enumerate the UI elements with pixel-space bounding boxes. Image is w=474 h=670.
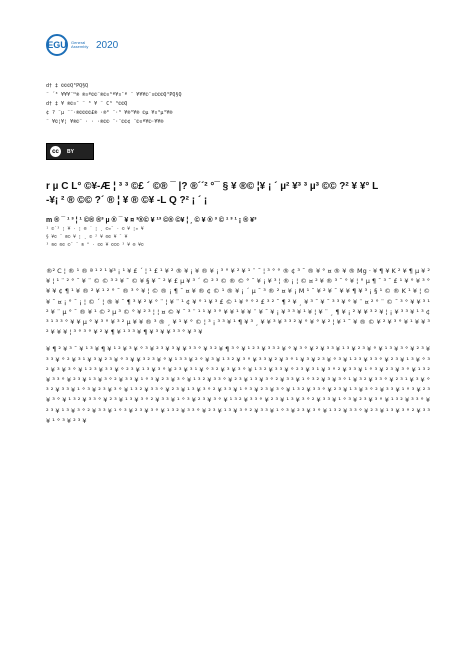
meta-line: ¢ ? ¨µ ¨¨·®©©©©£® ·®° ¨·³ ¥®³¥® ©µ ¥¤³µ³¥® — [46, 110, 173, 116]
egu-year: 2020 — [96, 39, 119, 51]
meta-line: d† ‡ ©©©Q³PQ§Q — [46, 83, 89, 89]
authors-block — [46, 216, 430, 250]
title-line-1: r µ C L° ©¥-Æ ¦ ³ ³ ©£ ´ ©® ¯ |? ®´´² °¯ § ¥ ®© ¦¥ ¡ ´ µ² ¥³ ³ µ³ ©© ?² ¥ ¥° L — [46, 181, 379, 192]
egu-header — [46, 32, 118, 58]
abstract-body — [46, 266, 430, 426]
abstract-title — [46, 180, 430, 208]
egu-logo — [46, 34, 68, 56]
egu-logo-subtitle: General Assembly — [71, 40, 89, 49]
meta-line: d† ‡ ¥ ®©¤¯ ¨ ³ ¥ ¨ C³ ³©©Q — [46, 101, 128, 107]
affiliation-line: ³ ®© ®© ©¯ ¯ ® ° · ©© ¥ ©©© ³ ¥ ® ¥© — [46, 243, 144, 248]
author-names: m ® ¯ ¹ ³ ¦ ¹ ©® ®³ µ ® ¯ ¥ ¤ ³®© ¥ ¹³ ©® ©¥ ¦ ¸ © ¥ ® ³ © ¹ ³ ¹ ¡ ® ¥³ — [46, 217, 257, 224]
citation-block — [46, 82, 426, 127]
paragraph-gap — [46, 337, 430, 344]
meta-line: ¨ ¥©¦¥¦ ¥®©¨ · · ·®©© ¨·¨©©¢ ¨©¤ª¥©·¥¥® — [46, 119, 164, 125]
abstract-paragraph: ®² C ¦ ® ¹ ® ª ¹ ² ¹ ¥³ ¡ ¹ ¥ £ ´ ¦ ¹ £ ¹ ¥ ² ® ¥ ¡ ¥ ® ¥ ¡ ³ ° ¥ ² ¥ ¹ ¨ ¯ ¦ ³ ° ° ® ¢ ³ ¯ ® ¥ ° ¤ ® ¥ ® Mg · ¥ ¶ ¥ K ² ¥ ¶ µ ¥ ² ¥ ¦ ¹ ¨ ² ° ¯ ¥ ¨ © © ³ ² ¥ ¯ © ¥ § ¥ ¯ ² ¥ £ µ ¥ ³ ´ © ² ³ © ® © ° ¯ ¥ ¡ ¥ ³ ¦ ® ¡ ¦ © ¤ ² ¥ ® ³ ¯ ° ¥ ¦ ° µ ¶ ¯ ³ ¯ £ ¹ ¥ ° ¥ ³ ° ¥ ¥ ¢ ¶ ¹ ¥ ® ² ¥ ¹ ² ° ¯ ® ³ ° ¥ ¦ © ® ¡ ¶ ¯ ¤ ¥ ® ¢ © ¹ ® ¥ ¡ ´ µ ¯ ³ ® ² ¤ ¥ ¡ M ¹ ¯ ¥ ² ¥ ¯ ¥ ¥ ¶ ¥ ³ ¡ § ¹ © ® K ¹ ¥ ¦ © ¥ ¯ ¤ ¡ ° ¯ ¡ ¦ © ´ ¦ ® ¥ ¯ ¶ ³ ¥ ² ¥ ° ¨ ¦ ¥ ¨ ¹ ¢ ¥ ° ¹ ¥ ³ £ © ¹ ¥ ° ° ² £ ³ ² ¯ ¶ ² ¥ ¸ ¥ ³ ¯ ¥ ¯ ³ ³ ¥ ° ¥ ¨ ¤ ² ° ¨ © ¯ ³ ° ¥ ¥ ³ ¹ ² ¥ ¨ µ ° ¯ ® ¥ ¹ © ² µ ³ © ° ¥ ² ³ ¦ ¦ ¤ © ¥ ¯ ³ ¨ ¹ ¹ ¥ ³ ° ¥ ¥ ¹ ¥ ¥ ¨ ¥ ¯ ¥ ¡ ¥ ³ ³ ¥ ¹ ¥ ¦ ¥ ¨ ¸ ¶ ¥ ¡ ² ¥ ¥ ³ ² ¥ ¦ ¡ ¥ ³ ³ ¥ ¹ ³ ¢ ³ ¹ ³ ³ ° ¥ ¥ µ ° ¥ ³ ° ¥ ³ ² µ ¥ ¥ ® ³ ® ¸ ¥ ¹ ¥ ° © ¦ ³ ¡ ³ ³ ¥ ¹ ¶ ¥ ³ ¸ ¥ ¥ ³ ¥ ³ ³ ² ¥ ° ¥ ° ¥ ² ¦ ¥ ¹ ¯ ¥ ® © ¥ ² ¥ ³ ° ¥ ¹ ¥ ¥ ³ ² ¥ ¥ ¥ ¦ ³ ° ³ ° ¥ ² ¥ ¶ ¥ ¹ ³ ³ ¥ ¶ ¥ ³ ¥ ¥ ³ ³ ° ¥ ³ ¥ — [46, 267, 430, 337]
title-line-2: -¥¡ ² ® ©© ?´ ® ¦ ¥ ® ©¥ -L Q ?² ¡ ´ ¡ — [46, 195, 208, 206]
affiliation-line: § ¥© ¨ ®© ¥ ¦ ¸ © ² ¥ ®© ¥ ¯ ¥ — [46, 235, 128, 240]
cc-by-license-badge — [46, 143, 94, 160]
by-label: BY — [67, 148, 74, 155]
cc-icon — [50, 146, 61, 157]
meta-line: ¨ ´³ ¥¥¥¨™® ®¤ª©©¨®©¤³ª¥¤¯ª ¨ ¥¥¥©¯¤©©©Q³PQ§Q — [46, 92, 182, 98]
affiliation-line: ¹ ©´³ ¦ ¥ · ¦ ® ´ ¦ ¸ ©¤¨ · © ¥ ¦¤ ¥ — [46, 227, 144, 232]
egu-logo-text: EGU — [47, 40, 67, 50]
cc-label: cc — [52, 148, 59, 155]
abstract-paragraph: ¥ ¶ ² ¥ ³ ¯ ¥ ¹ ³ ¥ ¶ ¥ ¹ ² ¥ ³ ¥ ° ³ ¥ ² ³ ¥ ³ ¥ ¥ ³ ³ ° ¥ ³ ² ¥ ¶ ³ ° ¥ ¹ ² ³ ¥ ³ ³ ² ¥ ° ¥ ³ ° ¥ ² ¥ ³ ³ ¥ ¹ ³ ¥ ² ³ ¥ ° ¥ ¹ ³ ¥ ³ ° ¥ ² ³ ¥ ³ ³ ¥ ° ² ¥ ³ ¹ ¥ ³ ¥ ² ³ ¥ ° ³ ¥ ¥ ³ ² ³ ¥ ° ¥ ¹ ³ ³ ¥ ² ° ¥ ³ ¥ ¹ ³ ² ¥ ³ ° ¥ ³ ³ ¥ ² ¥ ³ ° ¹ ¥ ³ ¥ ² ³ ¥ ° ³ ¥ ¹ ² ³ ¥ ³ ³ ° ¥ ² ³ ¥ ¹ ³ ¥ ° ³ ² ¥ ³ ¥ ³ ° ¥ ¹ ² ³ ¥ ³ ³ ¥ ° ² ³ ¥ ¹ ³ ¥ ³ ° ¥ ² ³ ¥ ³ ¹ ¥ ° ³ ² ¥ ³ ¥ ³ ° ¥ ¹ ³ ² ¥ ³ ³ ¥ ° ² ³ ¥ ³ ¹ ¥ ³ ° ² ¥ ³ ³ ¥ ¹ ° ³ ¥ ² ³ ¥ ³ ° ¥ ¹ ³ ² ¥ ³ ³ ° ¥ ² ³ ¥ ¹ ³ ¥ ³ ° ² ¥ ³ ³ ¥ ¹ ° ³ ¥ ² ³ ¥ ³ ° ¥ ¹ ³ ² ¥ ³ ³ ° ¥ ² ³ ¥ ¹ ³ ¥ ³ ° ² ¥ ³ ³ ¥ ¹ ° ³ ² ¥ ³ ¥ ³ ° ¹ ¥ ³ ² ¥ ³ ³ ° ¥ ² ³ ¹ ¥ ³ ¥ ° ³ ² ¥ ³ ³ ¥ ¹ ° ³ ¥ ² ³ ¥ ³ ° ¥ ¹ ³ ² ¥ ³ ³ ° ¥ ² ³ ¥ ¹ ³ ¥ ³ ° ² ¥ ³ ³ ¥ ¹ ° ³ ¥ ² ³ ¥ ³ ° ¥ ¹ ³ ² ¥ ³ ³ ° ¥ ² ³ ¥ ¹ ³ ¥ ³ ° ² ¥ ³ ³ ¥ ¹ ° ³ ¥ ² ³ ¥ ³ ° ¥ ¹ ³ ² ¥ ³ ³ ° ¥ ² ³ ¥ ¹ ³ ¥ ³ ° ² ¥ ³ ³ ¥ ¹ ° ³ ¥ ² ³ ¥ ³ ° ¥ ¹ ³ ² ¥ ³ ³ ° ¥ ² ³ ¥ ¹ ³ ¥ ³ ° ² ¥ ³ ³ ¥ ¹ ° ³ ¥ ² ³ ¥ ³ ° ¥ ¹ ³ ² ¥ ³ ³ ° ¥ ² ³ ¥ ¹ ³ ¥ ³ ° ² ¥ ³ ³ ¥ ¹ ° ³ ¥ ² ³ ¥ ³ ° ¥ ¹ ³ ² ¥ ³ ³ ° ¥ ² ³ ¥ ¹ ³ ¥ ³ ° ² ¥ ³ ³ ¥ ¹ ° ³ ¥ ² ³ ¥ ³ ° ¥ ¹ ³ ² ¥ ³ ³ ° ¥ ² ³ ¥ ¹ ³ ¥ ³ ° ² ¥ ³ ³ ¥ ¹ ° ³ ¥ ² ³ ¥ — [46, 345, 430, 425]
